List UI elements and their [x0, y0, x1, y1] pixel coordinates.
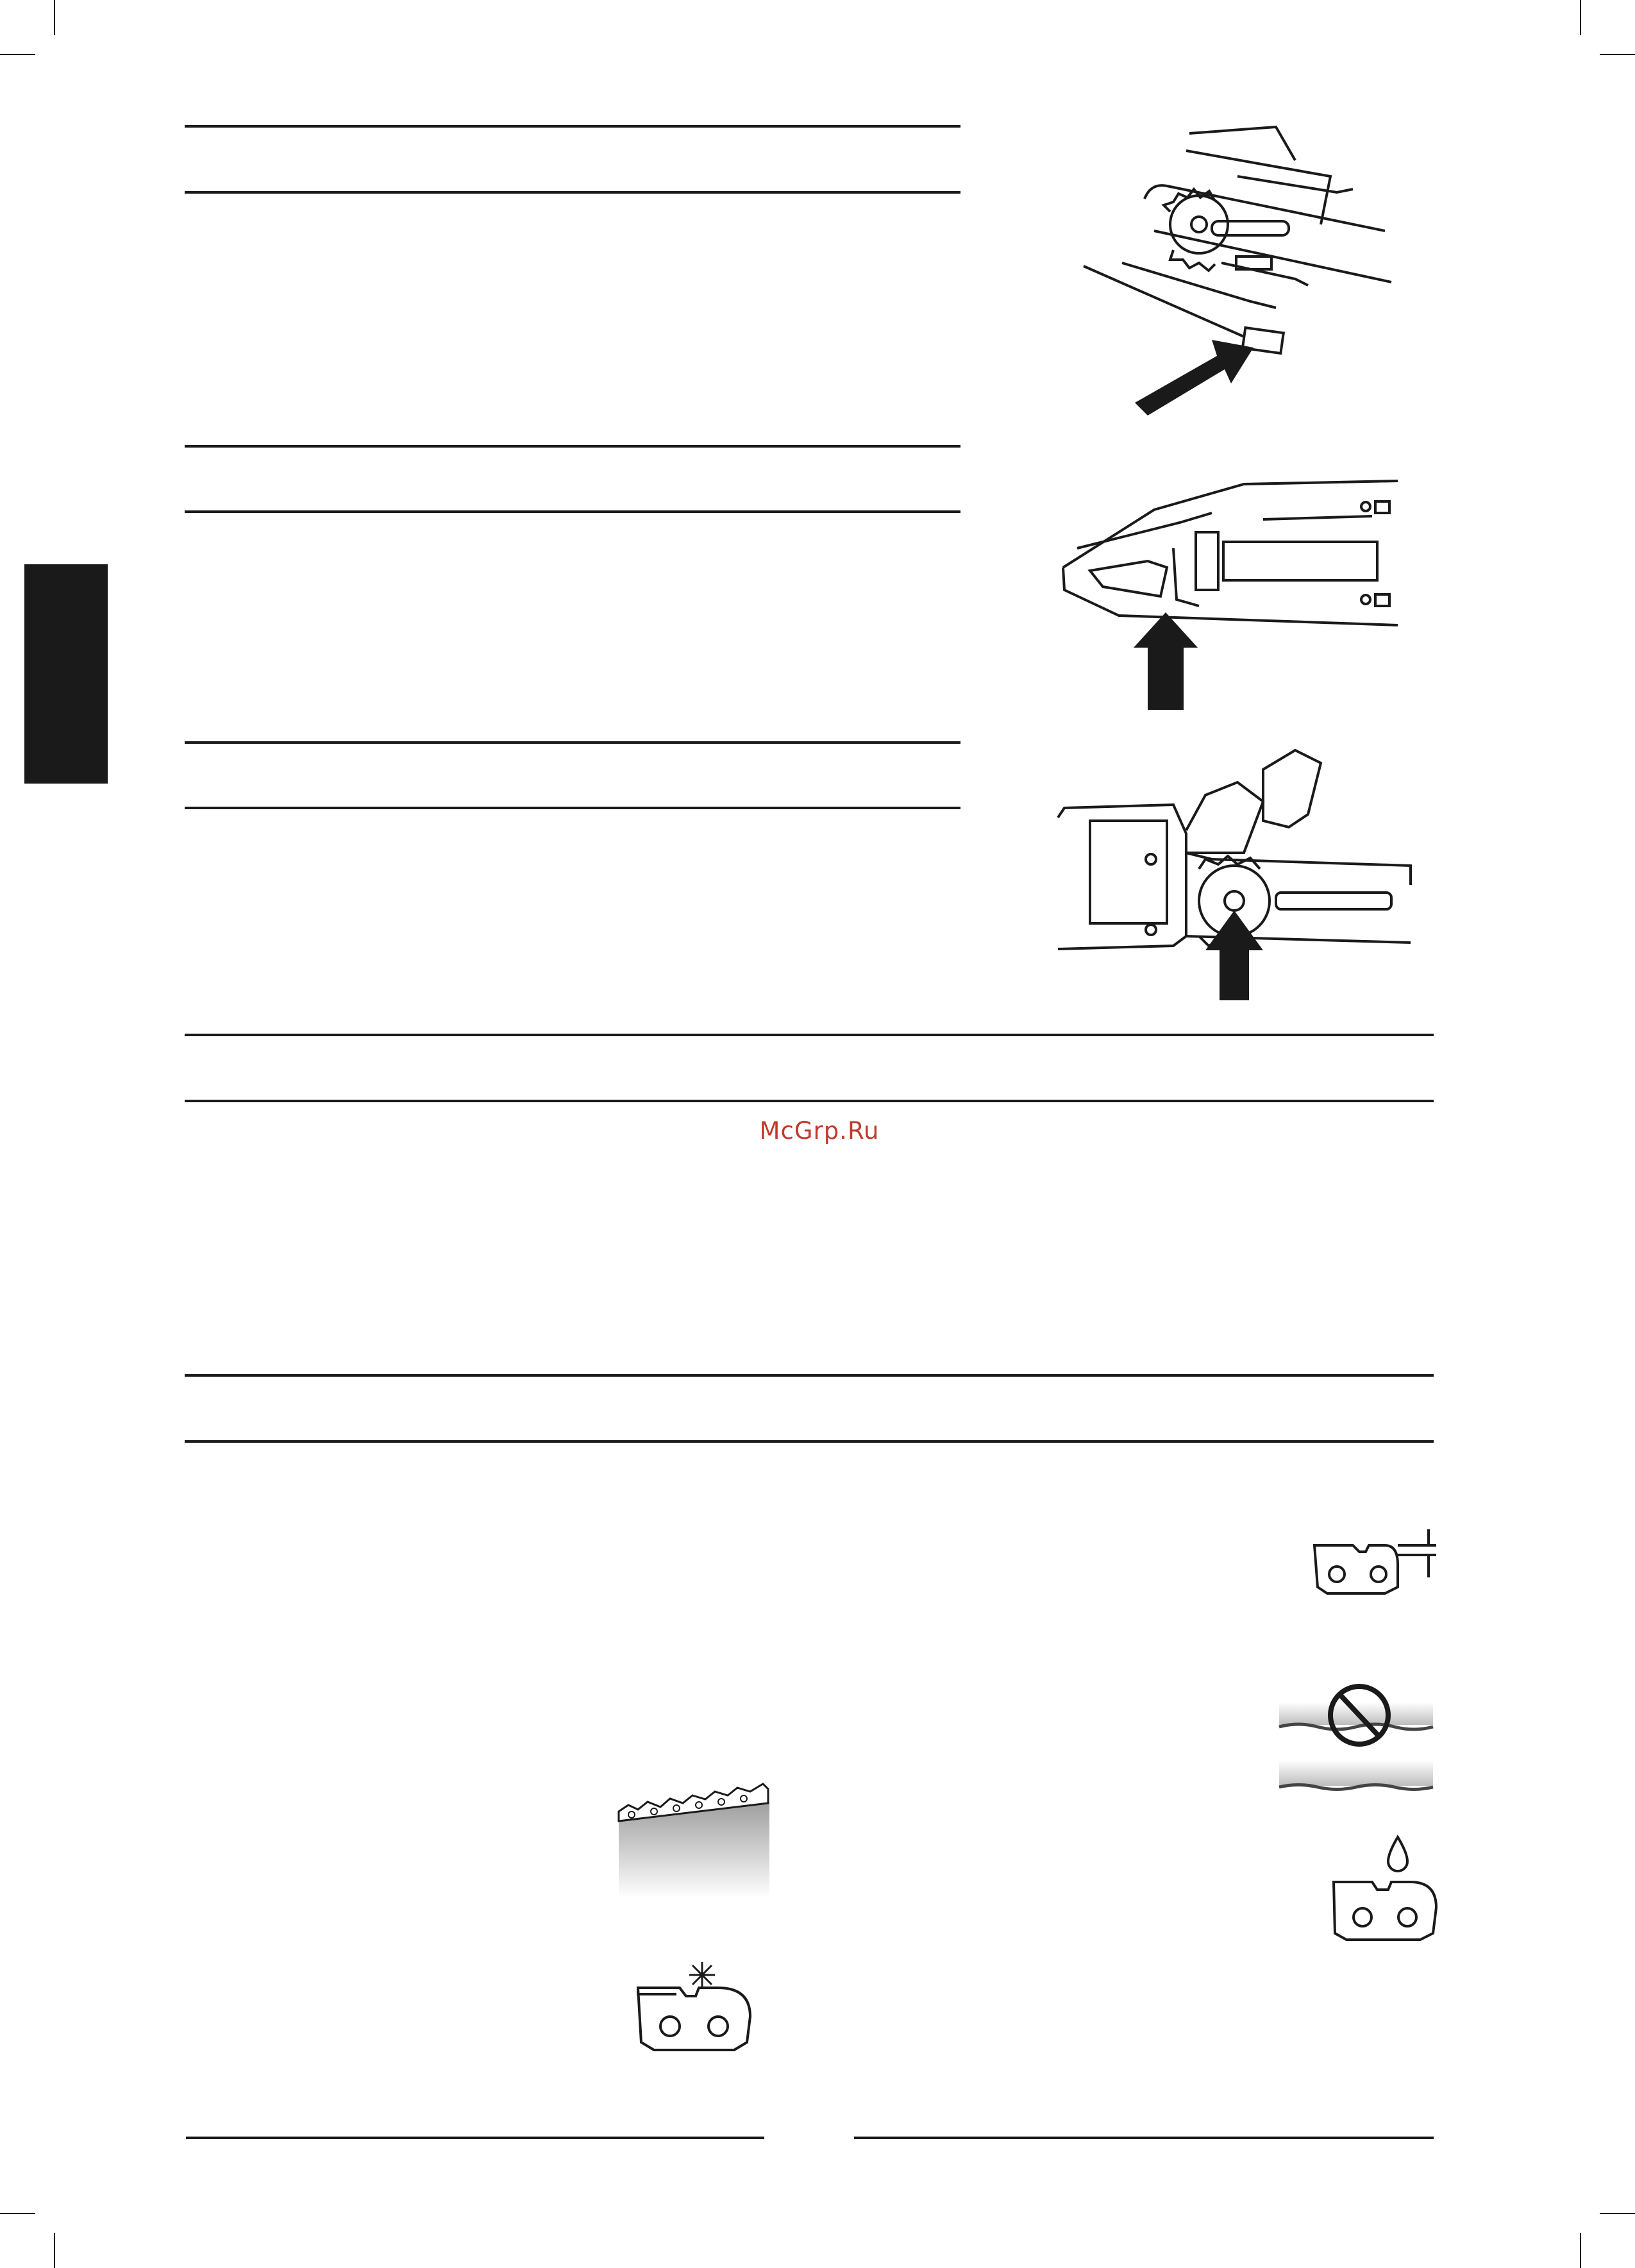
- footer-left-rule: [186, 2137, 764, 2139]
- section-3-top-rule: [185, 741, 960, 744]
- guide-bar-icon: [1052, 471, 1411, 715]
- section-4-bottom-rule: [185, 1100, 1434, 1102]
- cutter-with-spark-icon: [635, 1959, 763, 2055]
- section-5-bottom-rule: [185, 1440, 1434, 1443]
- section-2-top-rule: [185, 445, 960, 448]
- section-1-bottom-rule: [185, 191, 960, 194]
- chain-on-wood-icon: [616, 1776, 769, 1898]
- watermark: McGrp.Ru: [759, 1117, 880, 1145]
- section-tab: [24, 564, 108, 784]
- prohibited-chain-icon: [1279, 1677, 1433, 1799]
- footer-right-rule: [854, 2137, 1434, 2139]
- oil-drop-icon: [1327, 1831, 1443, 1946]
- section-5-top-rule: [185, 1374, 1434, 1377]
- section-3-bottom-rule: [185, 807, 960, 809]
- section-2-bottom-rule: [185, 510, 960, 513]
- chainsaw-bar-sprocket-icon: [1084, 122, 1411, 417]
- section-4-top-rule: [185, 1034, 1434, 1036]
- depth-gauge-icon: [1308, 1526, 1443, 1603]
- sprocket-icon: [1052, 725, 1417, 1000]
- section-1-top-rule: [185, 125, 960, 128]
